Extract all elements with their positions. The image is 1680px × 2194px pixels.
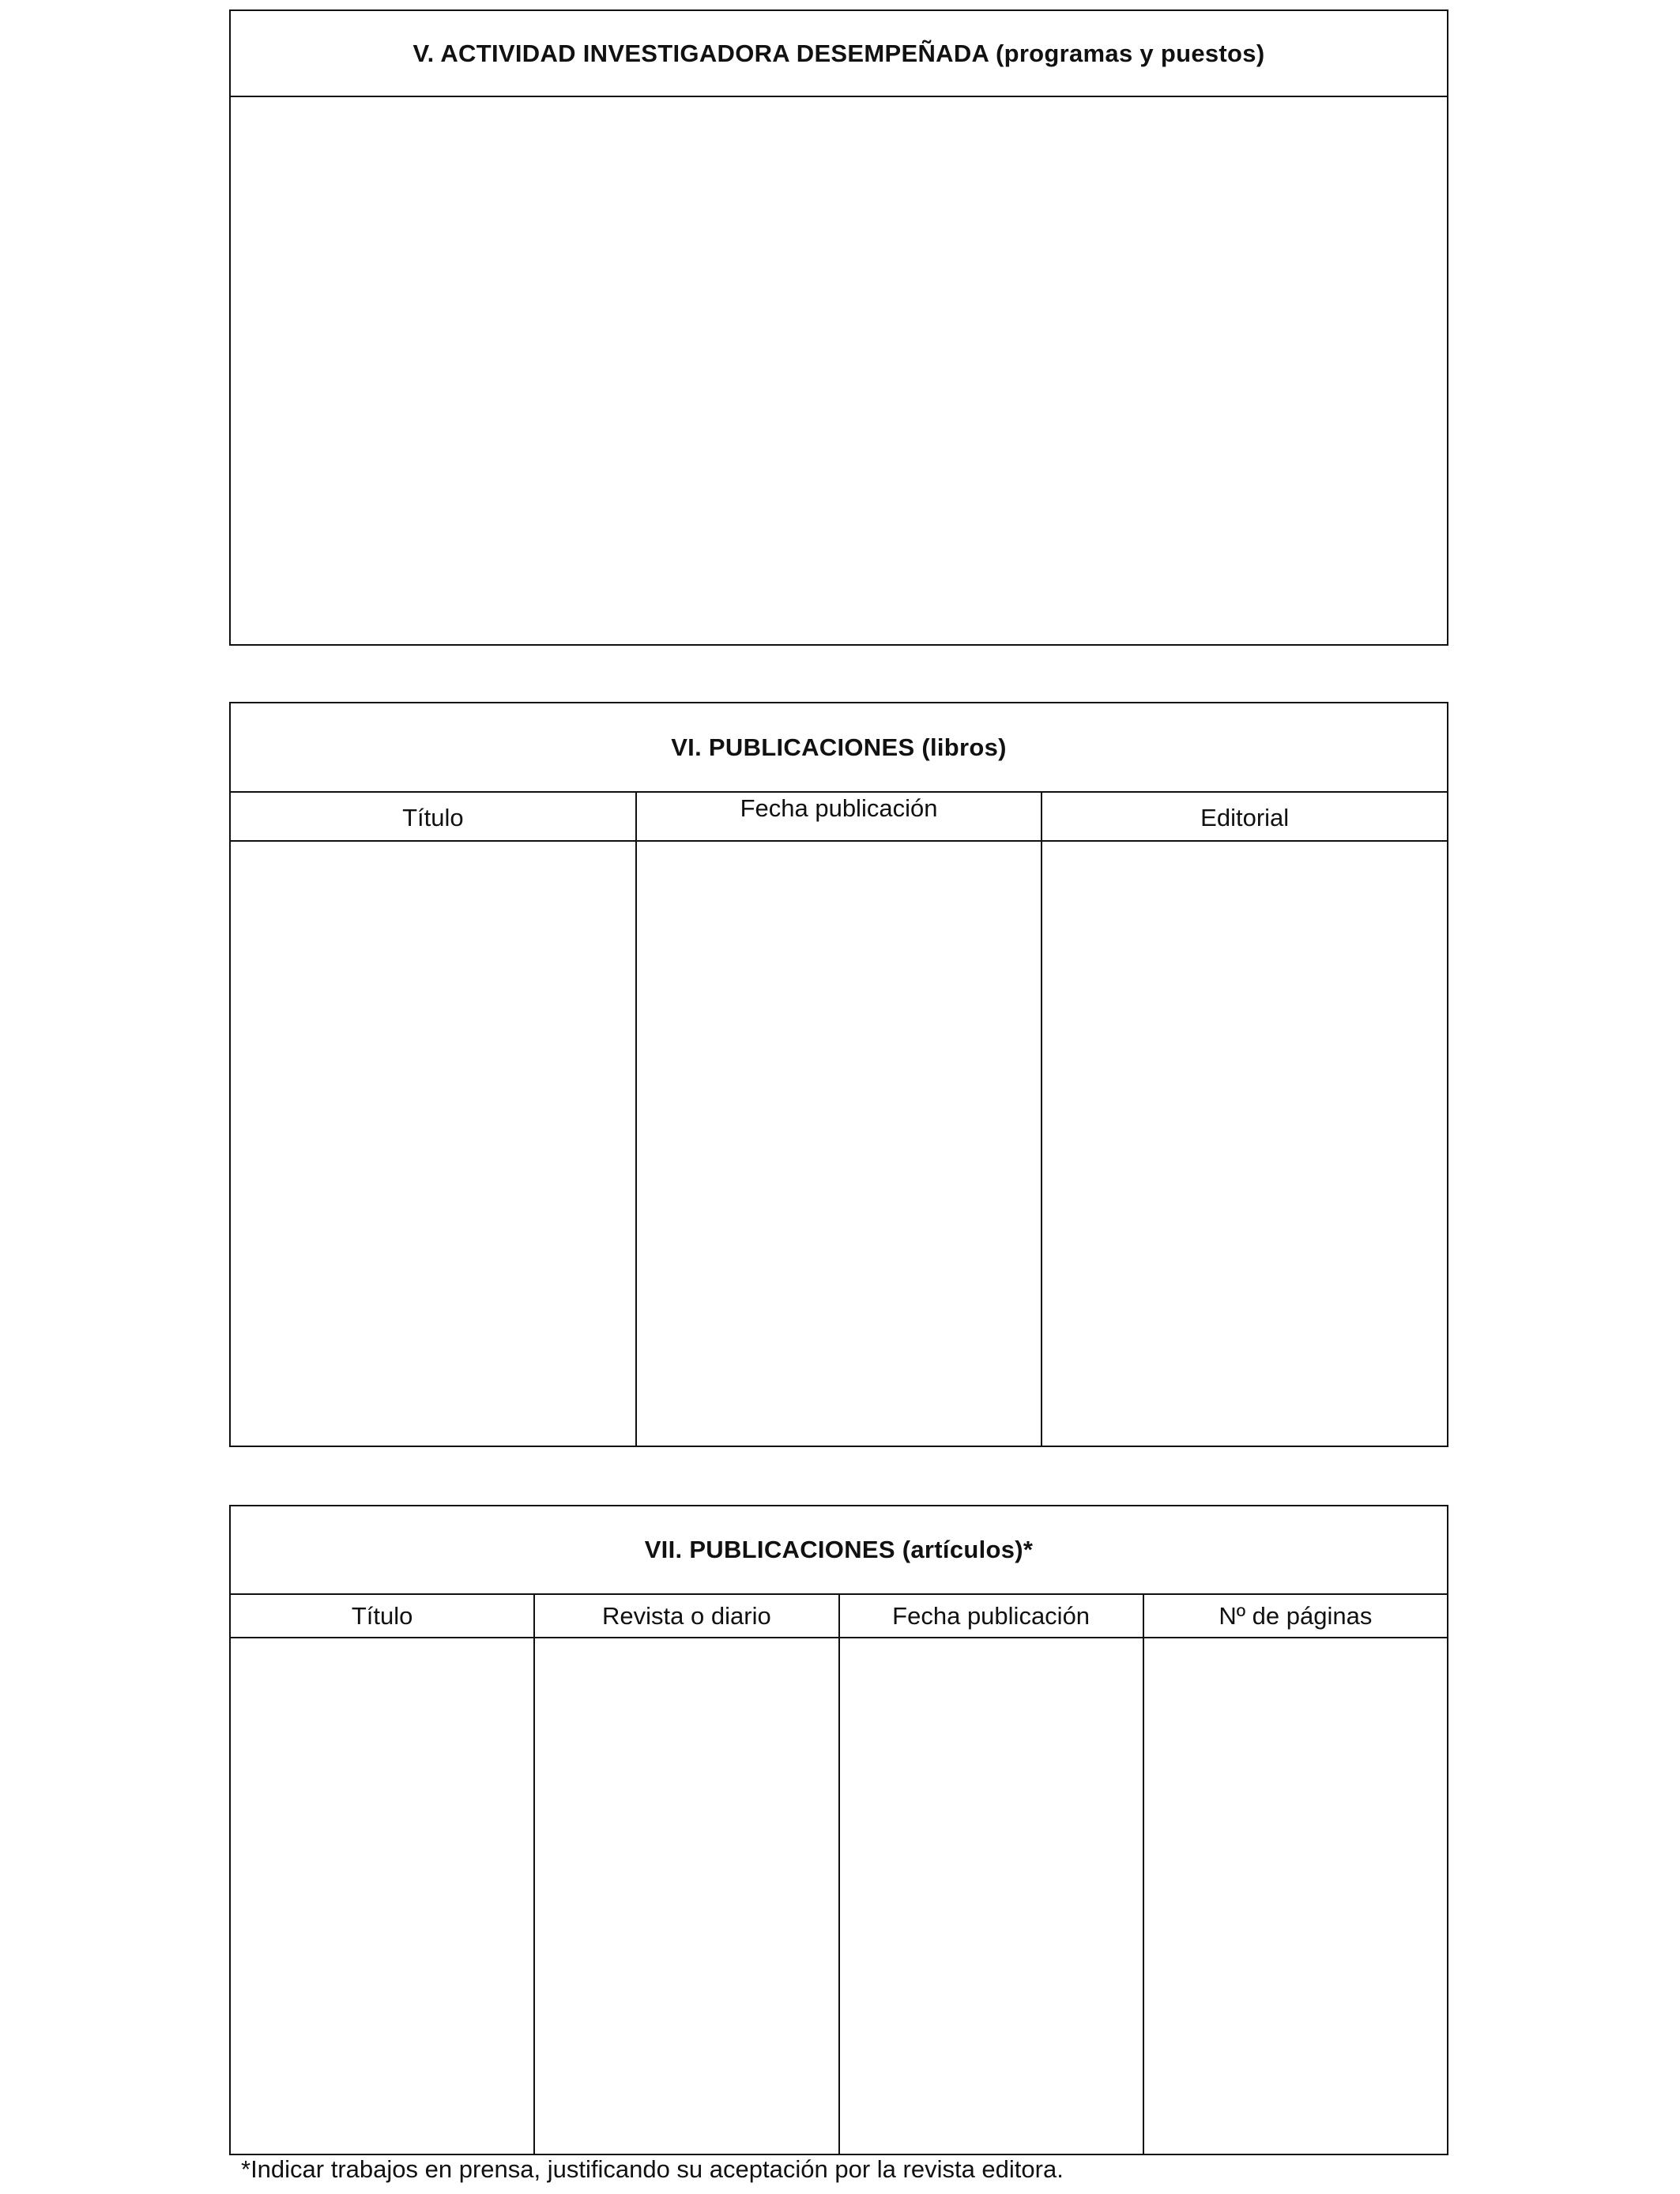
section-vi-title: VI. PUBLICACIONES (libros) bbox=[231, 703, 1447, 793]
revista-o-diario-entry-cell[interactable] bbox=[535, 1638, 839, 2154]
section-vii-publications-articles bbox=[229, 1505, 1448, 2155]
fecha-publicacion-entry-cell[interactable] bbox=[840, 1638, 1144, 2154]
section-vii-title: VII. PUBLICACIONES (artículos)* bbox=[231, 1506, 1447, 1595]
section-vi-body bbox=[231, 842, 1447, 1446]
section-v-research-activity bbox=[229, 9, 1448, 646]
column-header-titulo: Título bbox=[231, 1595, 535, 1637]
editorial-entry-cell[interactable] bbox=[1042, 842, 1447, 1446]
section-vii-body bbox=[231, 1638, 1447, 2154]
column-header-editorial: Editorial bbox=[1200, 804, 1290, 831]
section-vi-column-headers bbox=[231, 793, 1447, 842]
section-vi-publications-books bbox=[229, 702, 1448, 1447]
column-header-numero-paginas: Nº de páginas bbox=[1219, 1601, 1373, 1630]
column-header-titulo: Título bbox=[231, 793, 637, 840]
titulo-entry-cell[interactable] bbox=[231, 842, 637, 1446]
fecha-publicacion-entry-cell[interactable] bbox=[637, 842, 1043, 1446]
numero-paginas-entry-cell[interactable] bbox=[1144, 1638, 1447, 2154]
section-vii-column-headers bbox=[231, 1595, 1447, 1638]
column-header-fecha-publicacion: Fecha publicación bbox=[840, 1595, 1144, 1637]
column-header-revista-o-diario: Revista o diario bbox=[535, 1595, 839, 1637]
titulo-entry-cell[interactable] bbox=[231, 1638, 535, 2154]
footnote: *Indicar trabajos en prensa, justificando su aceptación por la revista editora. bbox=[241, 2155, 1064, 2183]
section-v-content-area[interactable] bbox=[231, 97, 1447, 644]
section-v-title: V. ACTIVIDAD INVESTIGADORA DESEMPEÑADA (programas y puestos) bbox=[231, 11, 1447, 97]
column-header-fecha-publicacion: Fecha publicación bbox=[637, 793, 1043, 840]
